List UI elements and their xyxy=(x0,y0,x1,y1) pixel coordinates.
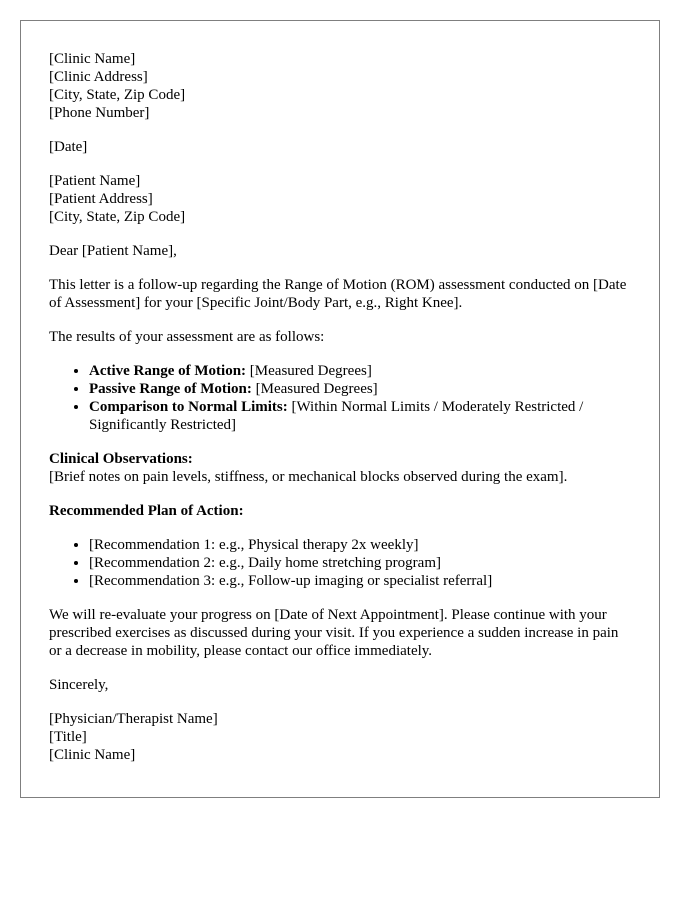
plan-list xyxy=(49,536,631,590)
result-value: [Measured Degrees] xyxy=(251,381,378,397)
result-value: [Measured Degrees] xyxy=(246,363,372,379)
recipient-address-block xyxy=(49,172,631,226)
date-block xyxy=(49,138,631,156)
closing-paragraph: We will re-evaluate your progress on [Date of Next Appointment]. Please continue with your prescribed exercises as discussed during your visit. If you experience a sudden increase in pain or a decrease in mobility, please contact our office immediately. xyxy=(49,607,619,659)
results-list xyxy=(49,362,631,434)
sender-clinic-address: [Clinic Address] xyxy=(49,69,148,85)
result-label: Active Range of Motion: xyxy=(89,363,247,379)
plan-item: • [Recommendation 2: e.g., Daily home stretching program] xyxy=(89,554,631,572)
recipient-city-state-zip: [City, State, Zip Code] xyxy=(49,209,186,225)
signature-block xyxy=(49,710,631,764)
result-label: Comparison to Normal Limits: xyxy=(89,399,288,415)
plan-item: • [Recommendation 1: e.g., Physical therapy 2x weekly] xyxy=(89,536,631,554)
result-item-active-rom xyxy=(89,362,631,380)
result-item-passive-rom xyxy=(89,380,631,398)
recipient-name: [Patient Name] xyxy=(49,173,141,189)
letter-date: [Date] xyxy=(49,139,88,155)
recipient-address: [Patient Address] xyxy=(49,191,153,207)
observations-section xyxy=(49,450,631,486)
result-item-comparison xyxy=(89,398,631,434)
intro-paragraph: This letter is a follow-up regarding the Range of Motion (ROM) assessment conducted on [Date of Assessment] for your [Specific Joint/Body Part, e.g., Right Knee]. xyxy=(49,277,627,311)
signature-title: [Title] xyxy=(49,729,87,745)
signoff: Sincerely, xyxy=(49,677,109,693)
observations-text: [Brief notes on pain levels, stiffness, or mechanical blocks observed during the exam]. xyxy=(49,469,568,485)
result-label: Passive Range of Motion: xyxy=(89,381,252,397)
result-value: [Within Normal Limits / Moderately Restricted / Significantly Restricted] xyxy=(89,399,584,433)
salutation: Dear [Patient Name], xyxy=(49,243,177,259)
plan-item: • [Recommendation 3: e.g., Follow-up imaging or specialist referral] xyxy=(89,572,631,590)
sender-city-state-zip: [City, State, Zip Code] xyxy=(49,87,186,103)
plan-heading-block xyxy=(49,502,631,520)
sender-phone: [Phone Number] xyxy=(49,105,150,121)
letter-page xyxy=(20,20,660,798)
results-intro: The results of your assessment are as follows: xyxy=(49,329,325,345)
sender-clinic-name: [Clinic Name] xyxy=(49,51,136,67)
observations-heading: Clinical Observations: xyxy=(49,451,193,467)
plan-heading: Recommended Plan of Action: xyxy=(49,503,244,519)
sender-address-block xyxy=(49,50,631,122)
signature-name: [Physician/Therapist Name] xyxy=(49,711,218,727)
signature-clinic: [Clinic Name] xyxy=(49,747,136,763)
